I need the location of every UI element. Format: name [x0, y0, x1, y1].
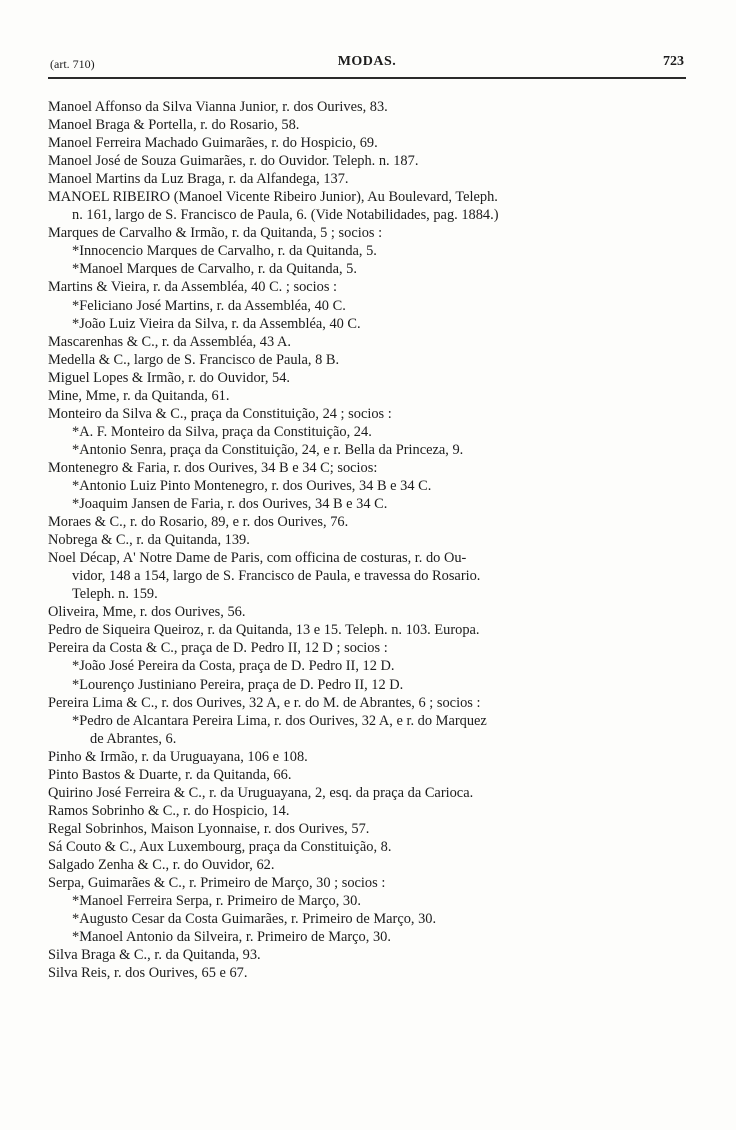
- directory-entry: Regal Sobrinhos, Maison Lyonnaise, r. dos Ourives, 57.: [48, 820, 370, 837]
- directory-entry-continuation: *João José Pereira da Costa, praça de D. Pedro II, 12 D.: [72, 658, 395, 675]
- directory-entry: Moraes & C., r. do Rosario, 89, e r. dos Ourives, 76.: [48, 514, 349, 531]
- page-header: [50, 54, 684, 74]
- directory-entry-continuation: *João Luiz Vieira da Silva, r. da Assembléa, 40 C.: [72, 315, 361, 332]
- directory-entry: Noel Décap, A' Notre Dame de Paris, com officina de costuras, r. do Ou-: [48, 550, 467, 567]
- directory-entry-continuation: n. 161, largo de S. Francisco de Paula, 6. (Vide Notabilidades, pag. 1884.): [72, 207, 499, 224]
- directory-entry: Quirino José Ferreira & C., r. da Uruguayana, 2, esq. da praça da Carioca.: [48, 784, 474, 801]
- directory-entry: Miguel Lopes & Irmão, r. do Ouvidor, 54.: [48, 369, 291, 386]
- directory-entry-continuation: *Manoel Marques de Carvalho, r. da Quitanda, 5.: [72, 261, 357, 278]
- directory-entry-continuation: *Innocencio Marques de Carvalho, r. da Quitanda, 5.: [72, 243, 377, 260]
- directory-entry: Pinho & Irmão, r. da Uruguayana, 106 e 108.: [48, 748, 308, 765]
- directory-entry: Silva Braga & C., r. da Quitanda, 93.: [48, 947, 261, 964]
- directory-entry: Montenegro & Faria, r. dos Ourives, 34 B e 34 C; socios:: [48, 459, 378, 476]
- directory-entry: Oliveira, Mme, r. dos Ourives, 56.: [48, 604, 246, 621]
- page-number: 723: [663, 54, 684, 69]
- directory-entry: Salgado Zenha & C., r. do Ouvidor, 62.: [48, 856, 275, 873]
- directory-entry-continuation: *Antonio Senra, praça da Constituição, 24, e r. Bella da Princeza, 9.: [72, 441, 464, 458]
- directory-entry: Martins & Vieira, r. da Assembléa, 40 C. ; socios :: [48, 279, 338, 296]
- directory-entry: Pereira da Costa & C., praça de D. Pedro II, 12 D ; socios :: [48, 640, 388, 657]
- directory-entry: Silva Reis, r. dos Ourives, 65 e 67.: [48, 965, 248, 982]
- directory-entry-continuation: Teleph. n. 159.: [72, 586, 158, 603]
- directory-entry: Manoel Ferreira Machado Guimarães, r. do Hospicio, 69.: [48, 135, 378, 152]
- directory-entry-continuation: *Joaquim Jansen de Faria, r. dos Ourives, 34 B e 34 C.: [72, 496, 388, 513]
- directory-entry: Manoel Braga & Portella, r. do Rosario, 58.: [48, 117, 300, 134]
- directory-entry: Medella & C., largo de S. Francisco de Paula, 8 B.: [48, 351, 340, 368]
- directory-entry: Sá Couto & C., Aux Luxembourg, praça da Constituição, 8.: [48, 838, 392, 855]
- directory-entry-continuation: *Manoel Ferreira Serpa, r. Primeiro de Março, 30.: [72, 893, 361, 910]
- directory-entry: Manoel Affonso da Silva Vianna Junior, r. dos Ourives, 83.: [48, 99, 388, 115]
- directory-entry: Pedro de Siqueira Queiroz, r. da Quitanda, 13 e 15. Teleph. n. 103. Europa.: [48, 622, 480, 639]
- directory-entry: Mascarenhas & C., r. da Assembléa, 43 A.: [48, 333, 291, 350]
- directory-entry: Pinto Bastos & Duarte, r. da Quitanda, 66.: [48, 766, 292, 783]
- article-reference: (art. 710): [50, 57, 95, 71]
- directory-entry: MANOEL RIBEIRO (Manoel Vicente Ribeiro Junior), Au Boulevard, Teleph.: [48, 189, 498, 206]
- directory-entry: Ramos Sobrinho & C., r. do Hospicio, 14.: [48, 802, 290, 819]
- directory-entry-continuation: *A. F. Monteiro da Silva, praça da Constituição, 24.: [72, 423, 372, 440]
- directory-entry: Monteiro da Silva & C., praça da Constituição, 24 ; socios :: [48, 405, 392, 422]
- directory-entries: [48, 98, 688, 982]
- directory-entry: Nobrega & C., r. da Quitanda, 139.: [48, 532, 250, 549]
- directory-entry-continuation: vidor, 148 a 154, largo de S. Francisco de Paula, e travessa do Rosario.: [72, 568, 481, 585]
- directory-entry-continuation: *Manoel Antonio da Silveira, r. Primeiro de Março, 30.: [72, 929, 391, 946]
- page-title: MODAS.: [337, 54, 397, 69]
- directory-entry: Pereira Lima & C., r. dos Ourives, 32 A, e r. do M. de Abrantes, 6 ; socios :: [48, 694, 481, 711]
- directory-entry-continuation: *Lourenço Justiniano Pereira, praça de D. Pedro II, 12 D.: [72, 676, 404, 693]
- directory-entry-continuation: de Abrantes, 6.: [90, 730, 177, 747]
- directory-entry: Mine, Mme, r. da Quitanda, 61.: [48, 387, 230, 404]
- directory-entry: Manoel Martins da Luz Braga, r. da Alfandega, 137.: [48, 171, 349, 188]
- directory-entry: Marques de Carvalho & Irmão, r. da Quitanda, 5 ; socios :: [48, 225, 383, 242]
- directory-entry-continuation: *Pedro de Alcantara Pereira Lima, r. dos Ourives, 32 A, e r. do Marquez: [72, 712, 487, 729]
- directory-entry-continuation: *Augusto Cesar da Costa Guimarães, r. Primeiro de Março, 30.: [72, 911, 437, 928]
- directory-entry-continuation: *Feliciano José Martins, r. da Assembléa, 40 C.: [72, 297, 346, 314]
- directory-entry: Serpa, Guimarães & C., r. Primeiro de Março, 30 ; socios :: [48, 875, 386, 892]
- directory-entry-continuation: *Antonio Luiz Pinto Montenegro, r. dos Ourives, 34 B e 34 C.: [72, 477, 432, 494]
- directory-entry: Manoel José de Souza Guimarães, r. do Ouvidor. Teleph. n. 187.: [48, 153, 419, 170]
- header-rule: [48, 77, 686, 79]
